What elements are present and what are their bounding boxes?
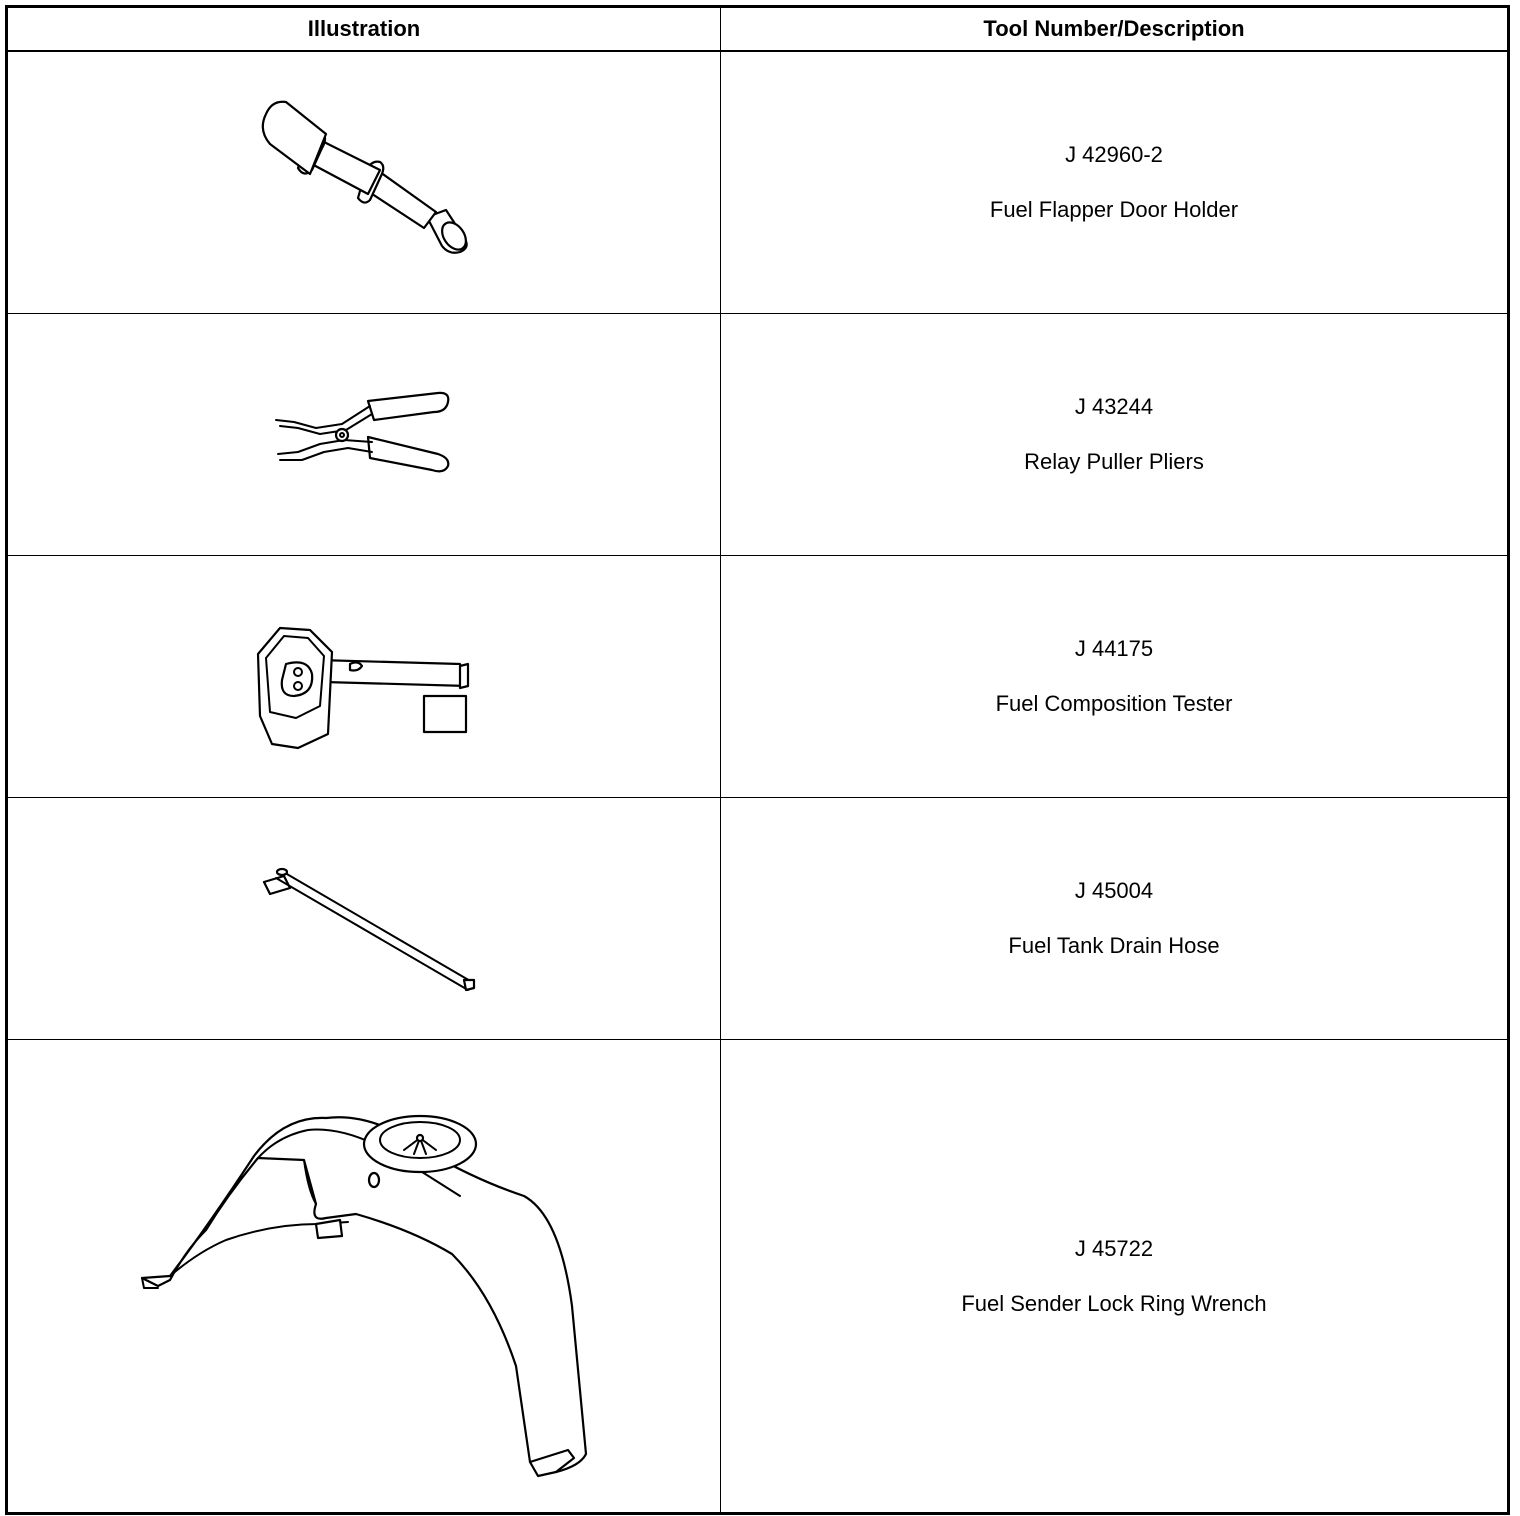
header-row	[7, 7, 1509, 52]
table-row	[7, 555, 1509, 797]
lock-ring-wrench-icon	[8, 1040, 720, 1514]
tool-description: Fuel Composition Tester	[995, 691, 1233, 716]
table-row	[7, 313, 1509, 555]
illustration-cell	[7, 51, 721, 313]
table-row	[7, 797, 1509, 1039]
tool-description: Fuel Flapper Door Holder	[989, 197, 1239, 223]
tool-number: J 44175	[1074, 636, 1154, 661]
relay-puller-pliers-icon	[8, 314, 720, 556]
header-illustration: Illustration	[7, 7, 721, 52]
tool-number: J 43244	[1074, 394, 1154, 419]
fuel-composition-tester-icon	[8, 556, 720, 798]
tool-description-cell	[721, 555, 1509, 797]
tool-description-cell	[721, 313, 1509, 555]
tool-number: J 42960-2	[1065, 142, 1163, 168]
table-row	[7, 1039, 1509, 1513]
tool-description: Relay Puller Pliers	[1024, 449, 1204, 474]
illustration-cell	[7, 1039, 721, 1513]
tool-description-cell	[721, 1039, 1509, 1513]
tool-number: J 45004	[1074, 878, 1154, 903]
tool-description-cell	[721, 797, 1509, 1039]
tool-description-cell	[721, 51, 1509, 313]
tool-description: Fuel Sender Lock Ring Wrench	[961, 1290, 1267, 1316]
tool-number: J 45722	[1074, 1235, 1154, 1261]
flapper-door-holder-icon	[8, 52, 720, 314]
fuel-tank-drain-hose-icon	[8, 798, 720, 1040]
illustration-cell	[7, 797, 721, 1039]
header-tool-description: Tool Number/Description	[721, 7, 1509, 52]
illustration-cell	[7, 313, 721, 555]
tool-description: Fuel Tank Drain Hose	[1008, 933, 1220, 958]
table-row	[7, 51, 1509, 313]
special-tools-table	[5, 5, 1510, 1515]
illustration-cell	[7, 555, 721, 797]
